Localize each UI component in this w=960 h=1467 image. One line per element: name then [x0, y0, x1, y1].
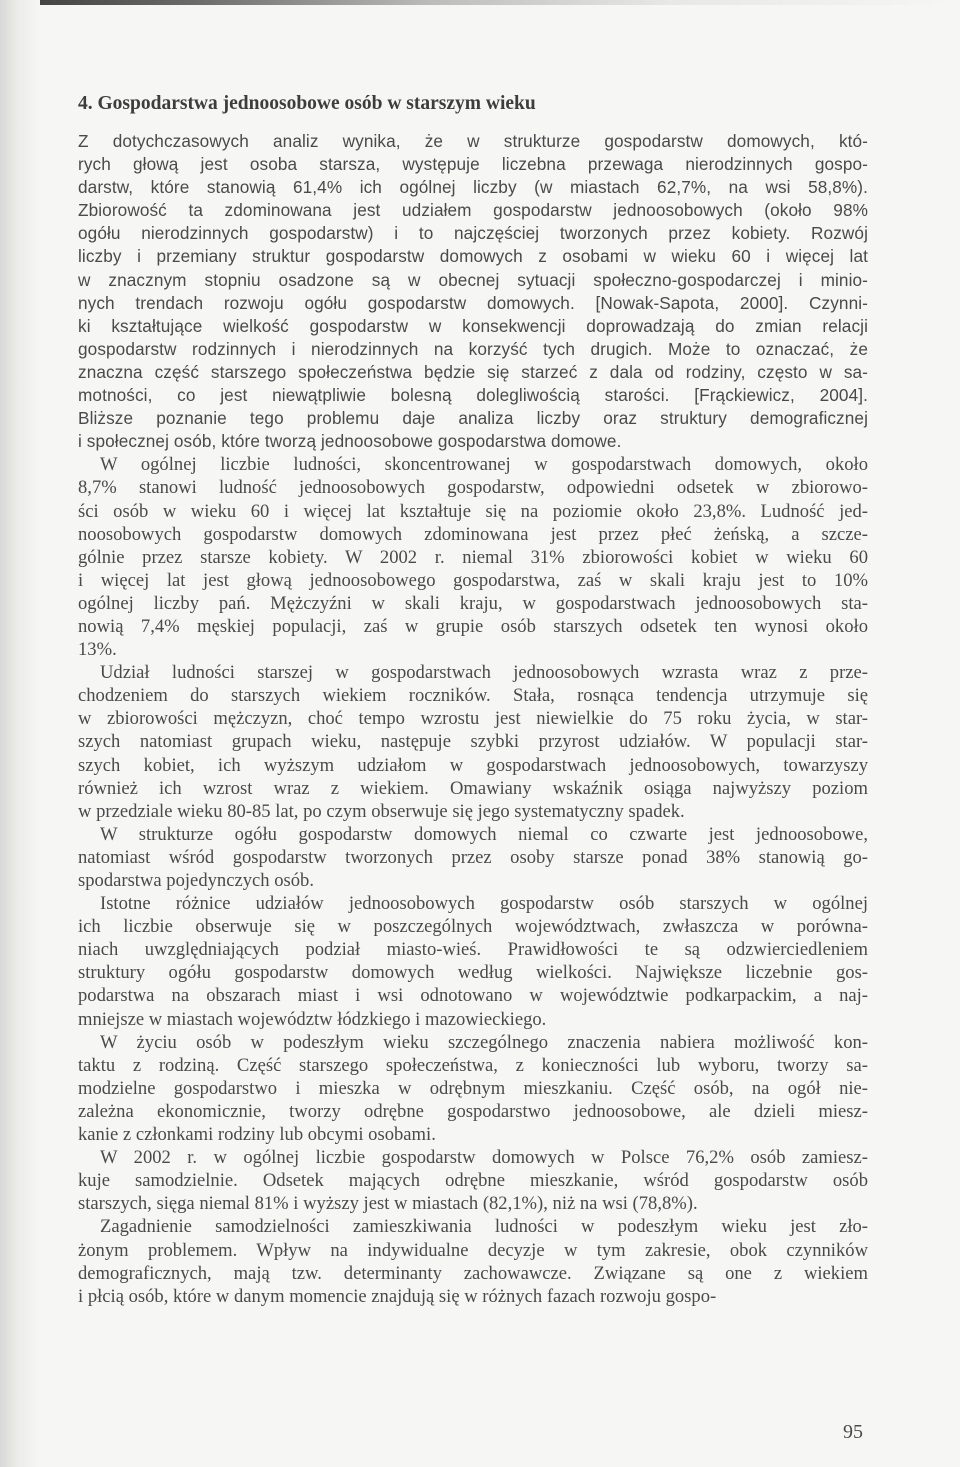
text-line: również ich wzrost wraz z wiekiem. Omawiany wskaźnik osiąga najwyższy poziom	[78, 777, 868, 799]
text-line: demograficznych, mają tzw. determinanty zachowawcze. Związane są one z wiekiem	[78, 1262, 868, 1284]
text-line: szych kobiet, ich wyższym udziałom w gospodarstwach jednoosobowych, towarzyszy	[78, 754, 868, 776]
text-line: szych natomiast grupach wieku, następuje szybki przyrost udziałów. W populacji star-	[78, 731, 868, 753]
text-line: ki kształtujące wielkość gospodarstw w konsekwencji doprowadzają do zmian relacji	[78, 315, 868, 336]
text-line: ogólnej liczby pań. Mężczyźni w skali kraju, w gospodarstwach jednoosobowych sta-	[78, 592, 868, 614]
text-line: mniejsze w miastach województw łódzkiego i mazowieckiego.	[78, 1008, 547, 1030]
paragraph	[78, 823, 868, 892]
section-heading: 4. Gospodarstwa jednoosobowe osób w starszym wieku	[78, 93, 536, 114]
text-line: Zagadnienie samodzielności zamieszkiwania ludności w podeszłym wieku jest zło-	[100, 1216, 868, 1238]
scan-top-edge	[0, 0, 960, 5]
text-line: liczby i przemiany struktur gospodarstw domowych z osobami w wieku 60 i więcej lat	[78, 246, 868, 267]
text-line: w znacznym stopniu osadzone są w obecnej sytuacji społeczno-gospodarczej i minio-	[78, 269, 868, 290]
text-line: żonym problemem. Wpływ na indywidualne decyzje w tym zakresie, obok czynników	[78, 1239, 868, 1261]
text-line: i płcią osób, które w danym momencie znajdują się w różnych fazach rozwoju gospo-	[78, 1285, 717, 1307]
text-line: struktury ogółu gospodarstw domowych według wielkości. Największe liczebnie gos-	[78, 962, 868, 984]
text-line: W strukturze ogółu gospodarstw domowych niemal co czwarte jest jednoosobowe,	[100, 823, 868, 845]
text-line: 13%.	[78, 639, 117, 661]
scan-left-edge	[0, 0, 40, 1467]
paragraph	[78, 453, 868, 661]
document-page	[78, 92, 868, 1308]
text-line: w zbiorowości mężczyzn, choć tempo wzrostu jest niewielkie do 75 roku życia, w star-	[78, 708, 868, 730]
text-line: spodarstwa pojedynczych osób.	[78, 870, 314, 891]
text-line: W życiu osób w podeszłym wieku szczególnego znaczenia nabiera możliwość kon-	[100, 1031, 868, 1053]
text-line: i społecznej osób, które tworzą jednoosobowe gospodarstwa domowe.	[78, 431, 622, 452]
text-line: kanie z członkami rodziny lub obcymi osobami.	[78, 1124, 436, 1146]
text-line: darstw, które stanowią 61,4% ich ogólnej liczby (w miastach 62,7%, na wsi 58,8%).	[78, 177, 868, 198]
paragraph	[78, 892, 868, 1031]
paragraph	[78, 1146, 868, 1215]
body-text	[78, 130, 868, 1308]
paragraph	[78, 130, 868, 453]
text-line: Istotne różnice udziałów jednoosobowych gospodarstw osób starszych w ogólnej	[100, 893, 868, 915]
text-line: Zbiorowość ta zdominowana jest udziałem gospodarstw jednoosobowych (około 98%	[78, 200, 868, 221]
paragraph	[78, 1215, 868, 1307]
text-line: Udział ludności starszej w gospodarstwach jednoosobowych wzrasta wraz z prze-	[100, 662, 868, 684]
text-line: Z dotychczasowych analiz wynika, że w strukturze gospodarstw domowych, któ-	[78, 131, 868, 151]
text-line: ogółu nierodzinnych gospodarstw) i to najczęściej tworzonych przez kobiety. Rozwój	[78, 223, 868, 244]
text-line: modzielne gospodarstwo i mieszka w odrębnym mieszkaniu. Część osób, na ogół nie-	[78, 1077, 868, 1099]
text-line: taktu z rodziną. Część starszego społeczeństwa, z konieczności lub wyboru, tworzy sa-	[78, 1054, 868, 1076]
text-line: rych głową jest osoba starsza, występuje liczebna przewaga nierodzinnych gospo-	[78, 154, 868, 175]
text-line: 8,7% stanowi ludność jednoosobowych gospodarstw, odpowiedni odsetek w zbiorowo-	[78, 477, 868, 499]
text-line: natomiast wśród gospodarstw tworzonych przez osoby starsze ponad 38% stanowią go-	[78, 846, 868, 868]
text-line: starszych, sięga niemal 81% i wyższy jest w miastach (82,1%), niż na wsi (78,8%).	[78, 1193, 698, 1215]
text-line: gólnie przez starsze kobiety. W 2002 r. niemal 31% zbiorowości kobiet w wieku 60	[78, 546, 868, 568]
text-line: zależna ekonomicznie, tworzy odrębne gospodarstwo jednoosobowe, ale dzieli miesz-	[78, 1100, 868, 1122]
text-line: chodzeniem do starszych wiekiem roczników. Stała, rosnąca tendencja utrzymuje się	[78, 685, 868, 707]
text-line: Bliższe poznanie tego problemu daje analiza liczby oraz struktury demograficznej	[78, 408, 868, 429]
text-line: kuje samodzielnie. Odsetek mających odrębne mieszkanie, wśród gospodarstw osób	[78, 1170, 868, 1192]
text-line: W 2002 r. w ogólnej liczbie gospodarstw domowych w Polsce 76,2% osób zamiesz-	[100, 1147, 868, 1169]
text-line: znaczna część starszego społeczeństwa będzie się starzeć z dala od rodziny, często w sa-	[78, 361, 868, 382]
text-line: noosobowych gospodarstw domowych zdominowana jest przez płeć żeńską, a szcze-	[78, 523, 868, 545]
text-line: nowią 7,4% męskiej populacji, zaś w grupie osób starszych odsetek ten wynosi około	[78, 615, 868, 637]
text-line: nych trendach rozwoju ogółu gospodarstw domowych. [Nowak-Sapota, 2000]. Czynni-	[78, 292, 868, 313]
text-line: w przedziale wieku 80-85 lat, po czym obserwuje się jego systematyczny spadek.	[78, 800, 685, 822]
text-line: gospodarstw rodzinnych i nierodzinnych na korzyść tych drugich. Może to oznaczać, że	[78, 338, 868, 359]
text-line: W ogólnej liczbie ludności, skoncentrowanej w gospodarstwach domowych, około	[100, 454, 868, 476]
text-line: ści osób w wieku 60 i więcej lat kształtuje się na poziomie około 23,8%. Ludność jed-	[78, 500, 868, 522]
text-line: motności, co jest niewątpliwie bolesną dolegliwością starości. [Frąckiewicz, 2004].	[78, 385, 868, 406]
paragraph	[78, 661, 868, 823]
text-line: niach uwzględniających podział miasto-wieś. Prawidłowości te są odzwierciedleniem	[78, 939, 868, 961]
page-number: 95	[843, 1421, 863, 1443]
paragraph	[78, 1031, 868, 1146]
text-line: i więcej lat jest głową jednoosobowego gospodarstwa, zaś w skali kraju jest to 10%	[78, 569, 868, 591]
text-line: podarstwa na obszarach miast i wsi odnotowano w województwie podkarpackim, a naj-	[78, 985, 868, 1007]
text-line: ich liczbie obserwuje się w poszczególnych województwach, zwłaszcza w porówna-	[78, 916, 868, 938]
